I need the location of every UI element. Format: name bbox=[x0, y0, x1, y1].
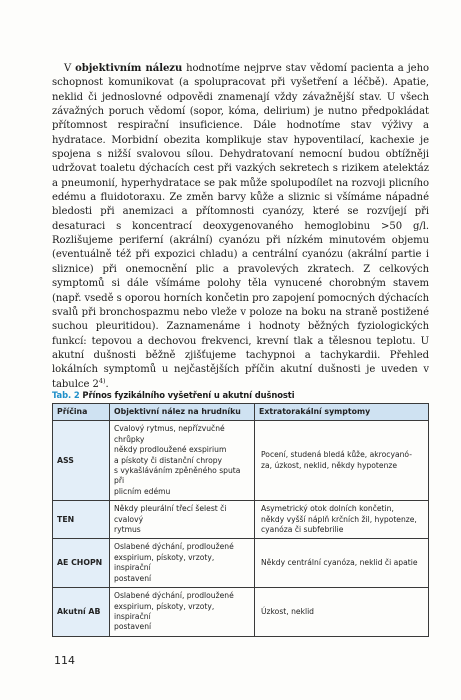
table-number: Tab. 2 bbox=[52, 390, 80, 400]
cause-cell: ASS bbox=[53, 421, 110, 501]
chest-finding-line: někdy prodloužené exspirium bbox=[114, 445, 227, 455]
chest-finding-cell bbox=[110, 588, 255, 637]
extrathoracic-cell bbox=[255, 501, 429, 539]
table-title: Přínos fyzikálního vyšetření u akutní dušnosti bbox=[79, 390, 295, 400]
chest-finding-line: exspirium, pískoty, vrzoty, inspirační bbox=[114, 552, 215, 573]
extrathoracic-cell bbox=[255, 539, 429, 588]
extrathoracic-line: někdy vyšší náplň krčních žil, hypotenze, bbox=[261, 514, 417, 524]
chest-finding-line: a pískoty či distanční chropy bbox=[114, 455, 223, 465]
extrathoracic-line: Někdy centrální cyanóza, neklid či apatie bbox=[261, 558, 418, 568]
extrathoracic-line: za, úzkost, neklid, někdy hypotenze bbox=[261, 460, 398, 470]
chest-finding-line: exspirium, pískoty, vrzoty, inspirační bbox=[114, 601, 215, 621]
chest-finding-line: Oslabené dýchání, prodloužené bbox=[114, 591, 234, 601]
extrathoracic-line: cyanóza či subfebrilie bbox=[261, 525, 344, 535]
header-extrathoracic: Extratorakální symptomy bbox=[255, 404, 429, 421]
table-row bbox=[53, 588, 429, 637]
chest-finding-line: plicním edému bbox=[114, 486, 171, 496]
header-cause: Příčina bbox=[53, 404, 110, 421]
table-header-row bbox=[53, 404, 429, 421]
body-paragraph: V objektivním nálezu hodnotíme nejprve stav vědomí pacienta a jeho schopnost komunikovat (a spolupracovat při vyšetření a léčbě). Apatie, neklid či jednoslovné odpovědi znamenají vždy závažnější stav. U všech závažných poruch vědomí (sopor, kóma, delirium) je nutno předpokládat přítomnost respirační insuficience. Dále hodnotíme stav výživy a hydratace. Morbidní obezita komplikuje stav hypoventilací, kachexie je spojena s nižší svalovou sílou. Dehydratovaní nemocní budou obtížněji udržovat toaletu dýchacích cest při vazkých sekretech s rizikem atelektáz a pneumonií, hyperhydratace se pak může spolupodílet na rozvoji plicního edému a fluidotoraxu. Ze změn barvy kůže a sliznic si všímáme nápadné bledosti při anemizaci a přítomnosti cyanózy, které se rozvíjejí při desaturaci s koncentrací deoxygenovaného hemoglobinu >50 g/l. Rozlišujeme periferní (akrální) cyanózu při nízkém minutovém objemu (eventuálně též při expozici chladu) a centrální cyanózu (akrální partie i sliznice) při onemocnění plic a pravolevých zkratech. Z celkových symptomů si dále všímáme polohy těla vynucené chorobným stavem (např. vsedě s oporou horních končetin pro zapojení pomocných dýchacích svalů při bronchospazmu nebo vleže v poloze na boku na straně postižené suchou pleuritidou). Zaznamenáme i hodnoty běžných fyziologických funkcí: tepovou a dechovou frekvenci, krevní tlak a tělesnou teplotu. U akutní dušnosti běžně zjišťujeme tachypnoi a tachykardii. Přehled lokálních symptomů u nejčastějších příčin akutní dušnosti je uveden v tabulce 2$^{4)}$. bbox=[52, 63, 429, 390]
header-chest-finding: Objektivní nález na hrudníku bbox=[110, 404, 255, 421]
chest-finding-line: Oslabené dýchání, prodloužené bbox=[114, 542, 234, 552]
table-row bbox=[53, 421, 429, 501]
reference-superscript: 4) bbox=[98, 376, 106, 385]
bold-term: objektivním nálezu bbox=[75, 63, 183, 74]
chest-finding-cell bbox=[110, 421, 255, 501]
cause-cell: TEN bbox=[53, 501, 110, 539]
chest-finding-line: postavení bbox=[114, 622, 152, 632]
chest-finding-line: Někdy pleurální třecí šelest či cvalový bbox=[114, 504, 227, 524]
table-row bbox=[53, 501, 429, 539]
page-number: 114 bbox=[54, 654, 75, 667]
extrathoracic-line: Pocení, studená bledá kůže, akrocyanó- bbox=[261, 450, 412, 460]
table-row bbox=[53, 539, 429, 588]
extrathoracic-line: Úzkost, neklid bbox=[261, 606, 315, 616]
chest-finding-line: s vykašláváním zpěněného sputa při bbox=[114, 466, 241, 486]
extrathoracic-line: Asymetrický otok dolních končetin, bbox=[261, 504, 394, 514]
chest-finding-line: Cvalový rytmus, nepřízvučné chrůpky bbox=[114, 424, 225, 444]
chest-finding-cell bbox=[110, 539, 255, 588]
cause-cell: AE CHOPN bbox=[53, 539, 110, 588]
chest-finding-line: postavení bbox=[114, 573, 152, 583]
table-caption bbox=[52, 390, 429, 400]
extrathoracic-cell bbox=[255, 588, 429, 637]
extrathoracic-cell bbox=[255, 421, 429, 501]
dyspnea-table bbox=[52, 403, 429, 637]
cause-cell: Akutní AB bbox=[53, 588, 110, 637]
chest-finding-line: rytmus bbox=[114, 525, 141, 535]
chest-finding-cell bbox=[110, 501, 255, 539]
